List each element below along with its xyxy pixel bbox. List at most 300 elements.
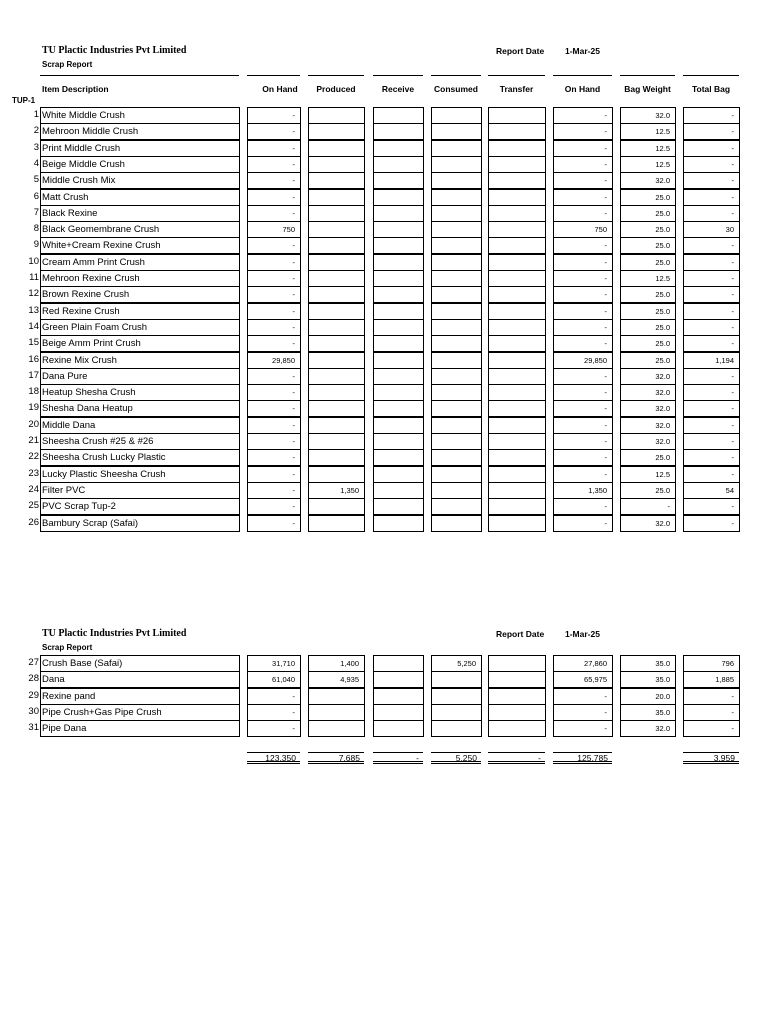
total-receive: -: [373, 752, 423, 764]
transfer-cell: [488, 286, 546, 303]
row-number: 31: [28, 722, 39, 733]
transfer-cell: [488, 221, 546, 238]
item-description-cell: Mehroon Middle Crush: [40, 123, 240, 140]
on-hand-2-cell: -: [553, 107, 613, 124]
consumed-cell: [431, 688, 482, 705]
produced-cell: [308, 688, 365, 705]
consumed-cell: [431, 140, 482, 157]
row-number: 29: [28, 690, 39, 701]
item-description-cell: Sheesha Crush #25 & #26: [40, 433, 240, 450]
produced-cell: [308, 720, 365, 737]
transfer-cell: [488, 433, 546, 450]
group-label: TUP-1: [12, 96, 36, 105]
receive-cell: [373, 107, 424, 124]
transfer-cell: [488, 688, 546, 705]
total-bag-cell: -: [683, 319, 740, 336]
header-rule: [247, 75, 300, 76]
bag-weight-cell: 32.0: [620, 384, 676, 401]
consumed-cell: [431, 156, 482, 173]
report-date-value: 1-Mar-25: [565, 629, 600, 639]
consumed-cell: [431, 172, 482, 189]
total-consumed: 5,250: [431, 752, 481, 764]
row-number: 18: [28, 386, 39, 397]
col-header-on-hand: On Hand: [262, 84, 298, 94]
on-hand-2-cell: -: [553, 384, 613, 401]
transfer-cell: [488, 335, 546, 352]
row-number: 19: [28, 402, 39, 413]
item-description-cell: Shesha Dana Heatup: [40, 400, 240, 417]
row-number: 2: [33, 125, 39, 136]
total-on-hand-2: 125,785: [553, 752, 612, 764]
total-bag-cell: -: [683, 384, 740, 401]
row-number: 25: [28, 500, 39, 511]
receive-cell: [373, 352, 424, 369]
produced-cell: [308, 449, 365, 466]
row-number: 5: [33, 174, 39, 185]
item-description-cell: Heatup Shesha Crush: [40, 384, 240, 401]
col-header-on-hand-2: On Hand: [564, 84, 601, 94]
transfer-cell: [488, 449, 546, 466]
receive-cell: [373, 221, 424, 238]
bag-weight-cell: 25.0: [620, 303, 676, 320]
receive-cell: [373, 368, 424, 385]
on-hand-2-cell: -: [553, 335, 613, 352]
receive-cell: [373, 400, 424, 417]
on-hand-2-cell: -: [553, 286, 613, 303]
bag-weight-cell: 12.5: [620, 466, 676, 483]
row-number: 26: [28, 517, 39, 528]
item-description-cell: Rexine pand: [40, 688, 240, 705]
receive-cell: [373, 237, 424, 254]
item-description-cell: Middle Crush Mix: [40, 172, 240, 189]
on-hand-2-cell: -: [553, 237, 613, 254]
row-number: 9: [33, 239, 39, 250]
bag-weight-cell: 12.5: [620, 156, 676, 173]
on-hand-2-cell: -: [553, 433, 613, 450]
header-rule: [620, 75, 675, 76]
total-transfer: -: [488, 752, 545, 764]
consumed-cell: [431, 449, 482, 466]
on-hand-2-cell: 29,850: [553, 352, 613, 369]
bag-weight-cell: 25.0: [620, 482, 676, 499]
receive-cell: [373, 498, 424, 515]
on-hand-2-cell: 750: [553, 221, 613, 238]
transfer-cell: [488, 254, 546, 271]
on-hand-cell: -: [247, 368, 301, 385]
header-rule: [373, 75, 423, 76]
consumed-cell: [431, 189, 482, 206]
produced-cell: [308, 417, 365, 434]
produced-cell: [308, 221, 365, 238]
row-number: 23: [28, 468, 39, 479]
bag-weight-cell: 32.0: [620, 417, 676, 434]
total-bag-cell: -: [683, 156, 740, 173]
item-description-cell: Dana Pure: [40, 368, 240, 385]
on-hand-2-cell: -: [553, 720, 613, 737]
on-hand-2-cell: -: [553, 515, 613, 532]
consumed-cell: [431, 352, 482, 369]
receive-cell: [373, 319, 424, 336]
on-hand-2-cell: -: [553, 400, 613, 417]
consumed-cell: 5,250: [431, 655, 482, 672]
header-rule: [683, 75, 739, 76]
consumed-cell: [431, 384, 482, 401]
row-number: 24: [28, 484, 39, 495]
row-number: 8: [33, 223, 39, 234]
row-number: 1: [33, 109, 39, 120]
total-bag-cell: 1,194: [683, 352, 740, 369]
header-rule: [488, 75, 545, 76]
produced-cell: [308, 352, 365, 369]
row-number: 3: [33, 142, 39, 153]
on-hand-2-cell: -: [553, 704, 613, 721]
receive-cell: [373, 720, 424, 737]
on-hand-cell: -: [247, 704, 301, 721]
report-date-label: Report Date: [496, 46, 545, 56]
col-header-bag-weight: Bag Weight: [624, 84, 671, 94]
row-number: 21: [28, 435, 39, 446]
row-number: 15: [28, 337, 39, 348]
consumed-cell: [431, 335, 482, 352]
total-bag-cell: 54: [683, 482, 740, 499]
produced-cell: [308, 335, 365, 352]
header-rule: [553, 75, 612, 76]
transfer-cell: [488, 319, 546, 336]
receive-cell: [373, 482, 424, 499]
produced-cell: [308, 237, 365, 254]
consumed-cell: [431, 237, 482, 254]
produced-cell: [308, 172, 365, 189]
consumed-cell: [431, 433, 482, 450]
receive-cell: [373, 286, 424, 303]
on-hand-2-cell: -: [553, 688, 613, 705]
total-bag-cell: -: [683, 400, 740, 417]
on-hand-2-cell: -: [553, 466, 613, 483]
on-hand-cell: -: [247, 270, 301, 287]
item-description-cell: Black Rexine: [40, 205, 240, 222]
produced-cell: [308, 400, 365, 417]
consumed-cell: [431, 498, 482, 515]
row-number: 20: [28, 419, 39, 430]
company-name: TU Plactic Industries Pvt Limited: [42, 628, 187, 639]
item-description-cell: Lucky Plastic Sheesha Crush: [40, 466, 240, 483]
bag-weight-cell: 32.0: [620, 107, 676, 124]
total-bag-cell: -: [683, 368, 740, 385]
consumed-cell: [431, 704, 482, 721]
transfer-cell: [488, 205, 546, 222]
on-hand-cell: -: [247, 107, 301, 124]
total-bag-cell: -: [683, 688, 740, 705]
receive-cell: [373, 335, 424, 352]
row-number: 30: [28, 706, 39, 717]
on-hand-cell: -: [247, 384, 301, 401]
on-hand-cell: -: [247, 498, 301, 515]
produced-cell: 1,350: [308, 482, 365, 499]
produced-cell: [308, 286, 365, 303]
item-description-cell: Beige Amm Print Crush: [40, 335, 240, 352]
row-number: 28: [28, 673, 39, 684]
total-bag-cell: -: [683, 286, 740, 303]
on-hand-2-cell: -: [553, 205, 613, 222]
transfer-cell: [488, 368, 546, 385]
header-rule: [431, 75, 481, 76]
on-hand-cell: -: [247, 254, 301, 271]
receive-cell: [373, 303, 424, 320]
consumed-cell: [431, 720, 482, 737]
on-hand-2-cell: -: [553, 449, 613, 466]
receive-cell: [373, 270, 424, 287]
item-description-cell: PVC Scrap Tup-2: [40, 498, 240, 515]
total-bag-cell: -: [683, 498, 740, 515]
header-rule: [308, 75, 364, 76]
row-number: 10: [28, 256, 39, 267]
on-hand-cell: -: [247, 515, 301, 532]
item-description-cell: Filter PVC: [40, 482, 240, 499]
receive-cell: [373, 156, 424, 173]
consumed-cell: [431, 466, 482, 483]
transfer-cell: [488, 671, 546, 688]
total-bag-cell: -: [683, 172, 740, 189]
on-hand-cell: -: [247, 140, 301, 157]
receive-cell: [373, 140, 424, 157]
on-hand-cell: -: [247, 720, 301, 737]
on-hand-cell: 61,040: [247, 671, 301, 688]
report-subtitle: Scrap Report: [42, 60, 93, 69]
receive-cell: [373, 704, 424, 721]
row-number: 4: [33, 158, 39, 169]
item-description-cell: Matt Crush: [40, 189, 240, 206]
on-hand-cell: -: [247, 466, 301, 483]
bag-weight-cell: 25.0: [620, 352, 676, 369]
header-rule: [40, 75, 239, 76]
on-hand-2-cell: -: [553, 156, 613, 173]
item-description-cell: Beige Middle Crush: [40, 156, 240, 173]
produced-cell: [308, 107, 365, 124]
transfer-cell: [488, 156, 546, 173]
total-bag-cell: -: [683, 449, 740, 466]
item-description-cell: Brown Rexine Crush: [40, 286, 240, 303]
report-date-label: Report Date: [496, 629, 545, 639]
transfer-cell: [488, 140, 546, 157]
item-description-cell: Pipe Crush+Gas Pipe Crush: [40, 704, 240, 721]
consumed-cell: [431, 671, 482, 688]
row-number: 27: [28, 657, 39, 668]
produced-cell: [308, 384, 365, 401]
row-number: 7: [33, 207, 39, 218]
consumed-cell: [431, 417, 482, 434]
produced-cell: [308, 270, 365, 287]
produced-cell: [308, 498, 365, 515]
transfer-cell: [488, 107, 546, 124]
on-hand-cell: -: [247, 433, 301, 450]
bag-weight-cell: 32.0: [620, 368, 676, 385]
on-hand-2-cell: -: [553, 140, 613, 157]
transfer-cell: [488, 123, 546, 140]
total-bag-cell: -: [683, 417, 740, 434]
total-total-bag: 3,959: [683, 752, 739, 764]
transfer-cell: [488, 400, 546, 417]
on-hand-2-cell: -: [553, 498, 613, 515]
total-bag-cell: -: [683, 303, 740, 320]
bag-weight-cell: 25.0: [620, 286, 676, 303]
receive-cell: [373, 123, 424, 140]
total-bag-cell: -: [683, 107, 740, 124]
total-bag-cell: -: [683, 205, 740, 222]
on-hand-cell: -: [247, 319, 301, 336]
transfer-cell: [488, 704, 546, 721]
bag-weight-cell: 25.0: [620, 449, 676, 466]
item-description-cell: Red Rexine Crush: [40, 303, 240, 320]
bag-weight-cell: 12.5: [620, 140, 676, 157]
transfer-cell: [488, 189, 546, 206]
item-description-cell: Bambury Scrap (Safai): [40, 515, 240, 532]
total-bag-cell: -: [683, 720, 740, 737]
total-bag-cell: -: [683, 254, 740, 271]
total-produced: 7,685: [308, 752, 364, 764]
row-number: 11: [29, 272, 39, 283]
bag-weight-cell: 35.0: [620, 704, 676, 721]
on-hand-cell: -: [247, 303, 301, 320]
produced-cell: [308, 189, 365, 206]
total-bag-cell: -: [683, 237, 740, 254]
on-hand-cell: -: [247, 156, 301, 173]
bag-weight-cell: 25.0: [620, 237, 676, 254]
col-header-item-description: Item Description: [42, 84, 109, 94]
on-hand-cell: 29,850: [247, 352, 301, 369]
total-bag-cell: -: [683, 433, 740, 450]
on-hand-cell: -: [247, 286, 301, 303]
on-hand-cell: -: [247, 449, 301, 466]
bag-weight-cell: 25.0: [620, 254, 676, 271]
total-bag-cell: -: [683, 704, 740, 721]
item-description-cell: White Middle Crush: [40, 107, 240, 124]
receive-cell: [373, 254, 424, 271]
company-name: TU Plactic Industries Pvt Limited: [42, 45, 187, 56]
bag-weight-cell: -: [620, 498, 676, 515]
item-description-cell: Dana: [40, 671, 240, 688]
receive-cell: [373, 417, 424, 434]
on-hand-2-cell: -: [553, 368, 613, 385]
item-description-cell: Black Geomembrane Crush: [40, 221, 240, 238]
col-header-transfer: Transfer: [499, 84, 534, 94]
on-hand-cell: -: [247, 189, 301, 206]
produced-cell: [308, 156, 365, 173]
on-hand-2-cell: -: [553, 123, 613, 140]
consumed-cell: [431, 270, 482, 287]
on-hand-2-cell: 1,350: [553, 482, 613, 499]
transfer-cell: [488, 352, 546, 369]
transfer-cell: [488, 172, 546, 189]
bag-weight-cell: 32.0: [620, 172, 676, 189]
item-description-cell: Middle Dana: [40, 417, 240, 434]
on-hand-2-cell: -: [553, 270, 613, 287]
consumed-cell: [431, 368, 482, 385]
bag-weight-cell: 32.0: [620, 433, 676, 450]
transfer-cell: [488, 655, 546, 672]
total-bag-cell: 796: [683, 655, 740, 672]
bag-weight-cell: 32.0: [620, 515, 676, 532]
item-description-cell: Pipe Dana: [40, 720, 240, 737]
bag-weight-cell: 20.0: [620, 688, 676, 705]
produced-cell: [308, 254, 365, 271]
total-bag-cell: -: [683, 335, 740, 352]
produced-cell: [308, 303, 365, 320]
bag-weight-cell: 25.0: [620, 205, 676, 222]
produced-cell: [308, 466, 365, 483]
row-number: 13: [28, 305, 39, 316]
bag-weight-cell: 25.0: [620, 189, 676, 206]
total-bag-cell: -: [683, 123, 740, 140]
transfer-cell: [488, 417, 546, 434]
item-description-cell: Mehroon Rexine Crush: [40, 270, 240, 287]
produced-cell: [308, 515, 365, 532]
receive-cell: [373, 466, 424, 483]
bag-weight-cell: 25.0: [620, 221, 676, 238]
produced-cell: 4,935: [308, 671, 365, 688]
transfer-cell: [488, 498, 546, 515]
on-hand-cell: -: [247, 123, 301, 140]
total-bag-cell: 30: [683, 221, 740, 238]
col-header-produced: Produced: [316, 84, 356, 94]
consumed-cell: [431, 515, 482, 532]
on-hand-2-cell: -: [553, 172, 613, 189]
on-hand-cell: -: [247, 482, 301, 499]
on-hand-2-cell: -: [553, 189, 613, 206]
item-description-cell: Print Middle Crush: [40, 140, 240, 157]
total-bag-cell: -: [683, 140, 740, 157]
transfer-cell: [488, 270, 546, 287]
on-hand-2-cell: -: [553, 319, 613, 336]
consumed-cell: [431, 107, 482, 124]
bag-weight-cell: 25.0: [620, 335, 676, 352]
transfer-cell: [488, 384, 546, 401]
receive-cell: [373, 205, 424, 222]
produced-cell: [308, 319, 365, 336]
col-header-total-bag: Total Bag: [691, 84, 731, 94]
col-header-receive: Receive: [381, 84, 415, 94]
consumed-cell: [431, 400, 482, 417]
total-bag-cell: -: [683, 515, 740, 532]
on-hand-2-cell: 65,975: [553, 671, 613, 688]
bag-weight-cell: 35.0: [620, 655, 676, 672]
receive-cell: [373, 172, 424, 189]
consumed-cell: [431, 254, 482, 271]
consumed-cell: [431, 123, 482, 140]
transfer-cell: [488, 303, 546, 320]
bag-weight-cell: 12.5: [620, 123, 676, 140]
item-description-cell: Green Plain Foam Crush: [40, 319, 240, 336]
bag-weight-cell: 35.0: [620, 671, 676, 688]
receive-cell: [373, 449, 424, 466]
produced-cell: [308, 704, 365, 721]
item-description-cell: White+Cream Rexine Crush: [40, 237, 240, 254]
on-hand-2-cell: -: [553, 417, 613, 434]
produced-cell: [308, 368, 365, 385]
total-on-hand: 123,350: [247, 752, 300, 764]
item-description-cell: Rexine Mix Crush: [40, 352, 240, 369]
row-number: 22: [28, 451, 39, 462]
bag-weight-cell: 32.0: [620, 400, 676, 417]
row-number: 12: [28, 288, 39, 299]
total-bag-cell: 1,885: [683, 671, 740, 688]
on-hand-cell: -: [247, 237, 301, 254]
row-number: 16: [28, 354, 39, 365]
item-description-cell: Cream Amm Print Crush: [40, 254, 240, 271]
receive-cell: [373, 671, 424, 688]
on-hand-cell: -: [247, 400, 301, 417]
consumed-cell: [431, 303, 482, 320]
total-bag-cell: -: [683, 189, 740, 206]
